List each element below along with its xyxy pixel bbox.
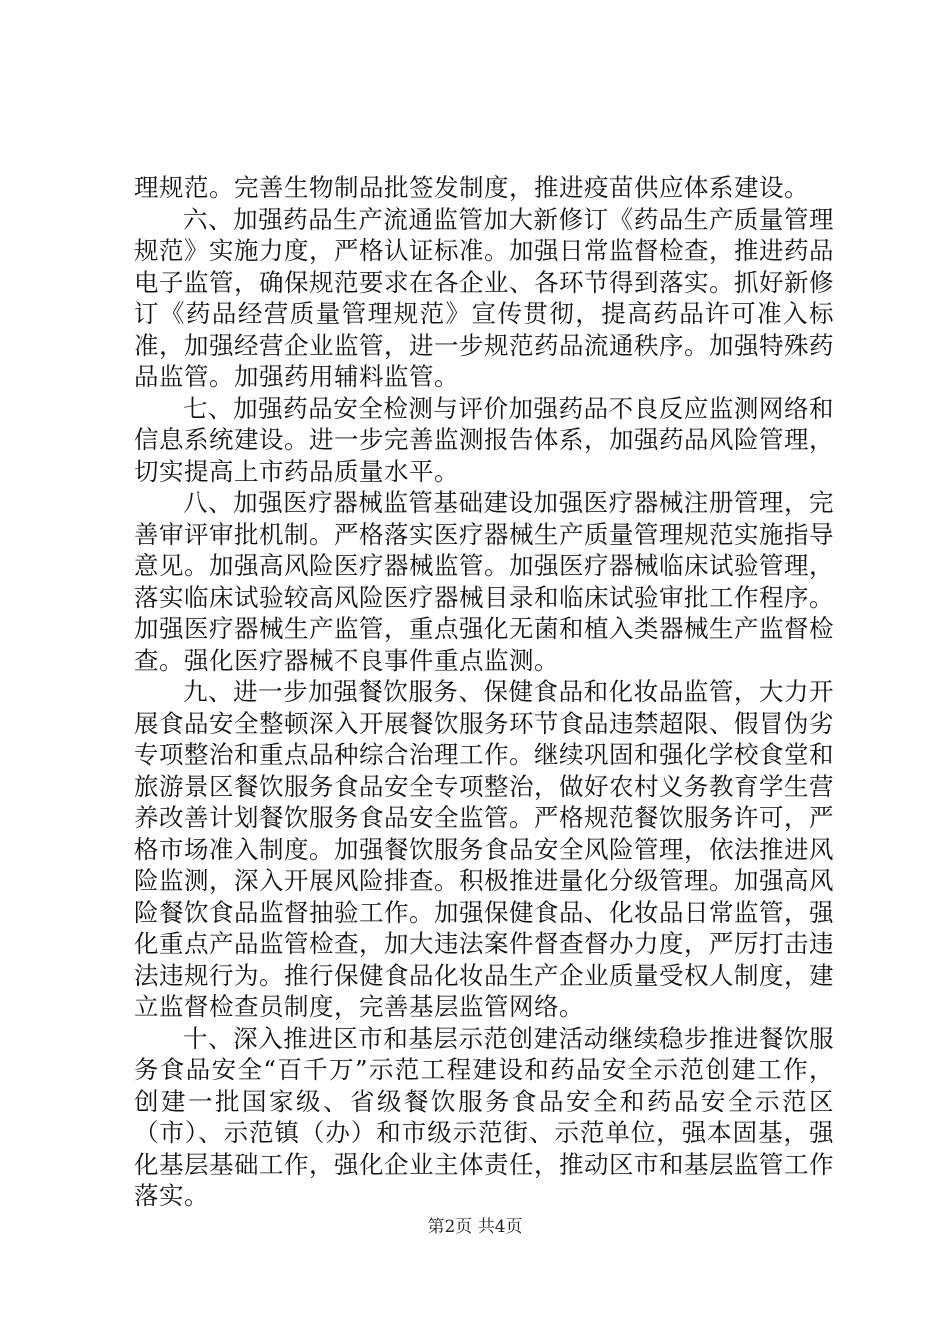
paragraph-section-6: 六、加强药品生产流通监管加大新修订《药品生产质量管理规范》实施力度，严格认证标准。加强日常监督检查，推进药品电子监管，确保规范要求在各企业、各环节得到落实。抓好新修订《药品经营质量管理规范》宣传贯彻，提高药品许可准入标准，加强经营企业监管，进一步规范药品流通秩序。加强特殊药品监管。加强药用辅料监管。 (134, 204, 834, 391)
paragraph-section-10: 十、深入推进区市和基层示范创建活动继续稳步推进餐饮服务食品安全“百千万”示范工程建设和药品安全示范创建工作，创建一批国家级、省级餐饮服务食品安全和药品安全示范区（市）、示范镇（办）和市级示范街、示范单位，强本固基，强化基层基础工作，强化企业主体责任，推动区市和基层监管工作落实。 (134, 1023, 834, 1210)
paragraph-section-8: 八、加强医疗器械监管基础建设加强医疗器械注册管理，完善审评审批机制。严格落实医疗器械生产质量管理规范实施指导意见。加强高风险医疗器械监管。加强医疗器械临床试验管理，落实临床试验较高风险医疗器械目录和临床试验审批工作程序。加强医疗器械生产监管，重点强化无菌和植入类器械生产监督检查。强化医疗器械不良事件重点监测。 (134, 488, 834, 675)
paragraph-section-9: 九、进一步加强餐饮服务、保健食品和化妆品监管，大力开展食品安全整顿深入开展餐饮服务环节食品违禁超限、假冒伪劣专项整治和重点品种综合治理工作。继续巩固和强化学校食堂和旅游景区餐饮服务食品安全专项整治，做好农村义务教育学生营养改善计划餐饮服务食品安全监管。严格规范餐饮服务许可，严格市场准入制度。加强餐饮服务食品安全风险管理，依法推进风险监测，深入开展风险排查。积极推进量化分级管理。加强高风险餐饮食品监督抽验工作。加强保健食品、化妆品日常监管，强化重点产品监管检查，加大违法案件督查督办力度，严厉打击违法违规行为。推行保健食品化妆品生产企业质量受权人制度，建立监督检查员制度，完善基层监管网络。 (134, 677, 834, 1021)
paragraph-section-7: 七、加强药品安全检测与评价加强药品不良反应监测网络和信息系统建设。进一步完善监测报告体系，加强药品风险管理，切实提高上市药品质量水平。 (134, 393, 834, 486)
page-number-footer: 第2页 共4页 (427, 1217, 523, 1237)
document-body (134, 172, 834, 1212)
paragraph-continuation: 理规范。完善生物制品批签发制度，推进疫苗供应体系建设。 (134, 173, 809, 202)
